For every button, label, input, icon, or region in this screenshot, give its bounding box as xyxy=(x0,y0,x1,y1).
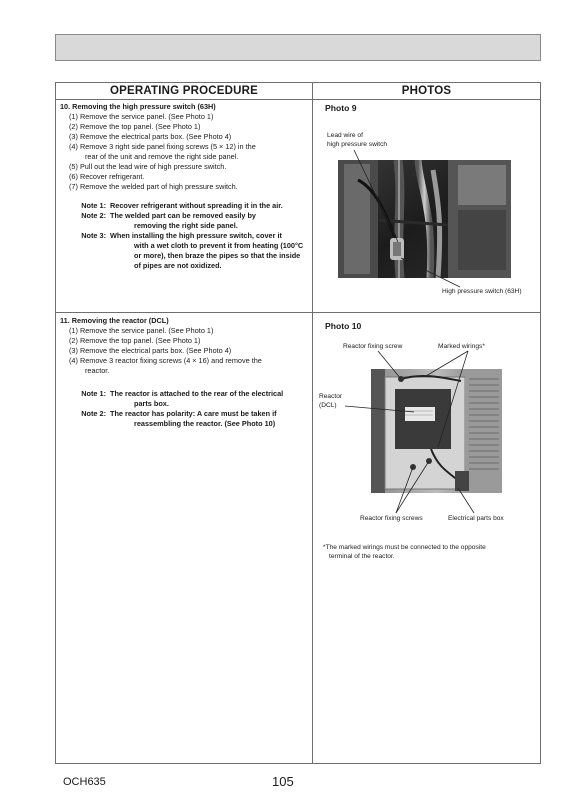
photo-9-label-switch: High pressure switch (63H) xyxy=(442,288,522,295)
section-10-title: 10. Removing the high pressure switch (63H) xyxy=(60,102,216,111)
label-line: Reactor xyxy=(319,393,343,400)
note-2 xyxy=(60,409,310,429)
photo-10-label-reactor xyxy=(319,393,342,410)
photo-10-footnote xyxy=(323,544,486,561)
photo-10-label-electrical-box: Electrical parts box xyxy=(448,515,504,522)
note-label: Note 3: xyxy=(81,231,106,240)
label-line: high pressure switch xyxy=(327,140,388,148)
note-text: When installing the high pressure switch, cover it xyxy=(110,231,282,240)
note-label: Note 1: xyxy=(81,201,106,210)
note-text: reassembling the reactor. (See Photo 10) xyxy=(134,419,276,428)
note-2 xyxy=(60,211,310,231)
step: (1) Remove the service panel. (See Photo 1) xyxy=(69,326,214,335)
step: (1) Remove the service panel. (See Photo 1) xyxy=(69,112,214,121)
footnote-line: terminal of the reactor. xyxy=(329,552,395,560)
photo-9-title: Photo 9 xyxy=(325,103,357,113)
footnote-line: *The marked wirings must be connected to the opposite xyxy=(323,544,486,551)
section-11 xyxy=(60,316,310,429)
note-text: The welded part can be removed easily by xyxy=(110,211,256,220)
step: (2) Remove the top panel. (See Photo 1) xyxy=(69,122,201,131)
note-text: The reactor has polarity: A care must be taken if xyxy=(110,409,277,418)
step: (7) Remove the welded part of high pressure switch. xyxy=(69,182,238,191)
section-11-notes xyxy=(60,389,310,429)
note-label: Note 1: xyxy=(81,389,106,398)
note-text: The reactor is attached to the rear of the electrical xyxy=(110,389,284,398)
note-label: Note 2: xyxy=(81,409,106,418)
photo-10-label-marked-wirings: Marked wirings* xyxy=(438,343,485,350)
step: (3) Remove the electrical parts box. (See Photo 4) xyxy=(69,346,232,355)
section-11-title: 11. Removing the reactor (DCL) xyxy=(60,316,169,325)
operating-procedure-heading: OPERATING PROCEDURE xyxy=(110,85,258,97)
step: (4) Remove 3 reactor fixing screws (4 × 16) and remove the xyxy=(69,356,262,365)
photo-10-title: Photo 10 xyxy=(325,321,362,331)
photo-10-label-fixing-screws: Reactor fixing screws xyxy=(360,515,423,522)
step-continuation: rear of the unit and remove the right side panel. xyxy=(85,152,239,161)
note-text: or more), then braze the pipes so that the inside xyxy=(134,251,301,260)
photos-heading: PHOTOS xyxy=(401,85,452,97)
note-text: parts box. xyxy=(134,399,169,408)
note-text: with a wet cloth to prevent it from heating (100°C xyxy=(134,241,304,250)
section-10-notes xyxy=(60,201,310,271)
photo-9-label-lead-wire xyxy=(327,132,387,149)
note-text: removing the right side panel. xyxy=(134,221,238,230)
note-3 xyxy=(60,231,310,271)
note-text: of pipes are not oxidized. xyxy=(134,261,222,270)
step: (4) Remove 3 right side panel fixing screws (5 × 12) in the xyxy=(69,142,256,151)
photo-10-image xyxy=(371,369,502,493)
column-divider xyxy=(312,83,313,763)
page-number: 105 xyxy=(272,774,294,789)
note-1 xyxy=(60,201,310,211)
section-10 xyxy=(60,102,310,271)
label-line: (DCL) xyxy=(319,401,337,409)
step: (2) Remove the top panel. (See Photo 1) xyxy=(69,336,201,345)
step-continuation: reactor. xyxy=(85,366,110,375)
step: (5) Pull out the lead wire of high pressure switch. xyxy=(69,162,227,171)
note-text: Recover refrigerant without spreading it in the air. xyxy=(110,201,283,210)
header-bar xyxy=(55,34,541,61)
model-number: OCH635 xyxy=(63,776,106,788)
photo-9-image xyxy=(338,160,511,278)
photo-10-label-fixing-screw: Reactor fixing screw xyxy=(343,343,403,350)
step: (3) Remove the electrical parts box. (See Photo 4) xyxy=(69,132,232,141)
section-divider xyxy=(56,312,540,313)
note-1 xyxy=(60,389,310,409)
step: (6) Recover refrigerant. xyxy=(69,172,145,181)
label-line: Lead wire of xyxy=(327,132,363,139)
header-divider xyxy=(56,99,540,100)
note-label: Note 2: xyxy=(81,211,106,220)
